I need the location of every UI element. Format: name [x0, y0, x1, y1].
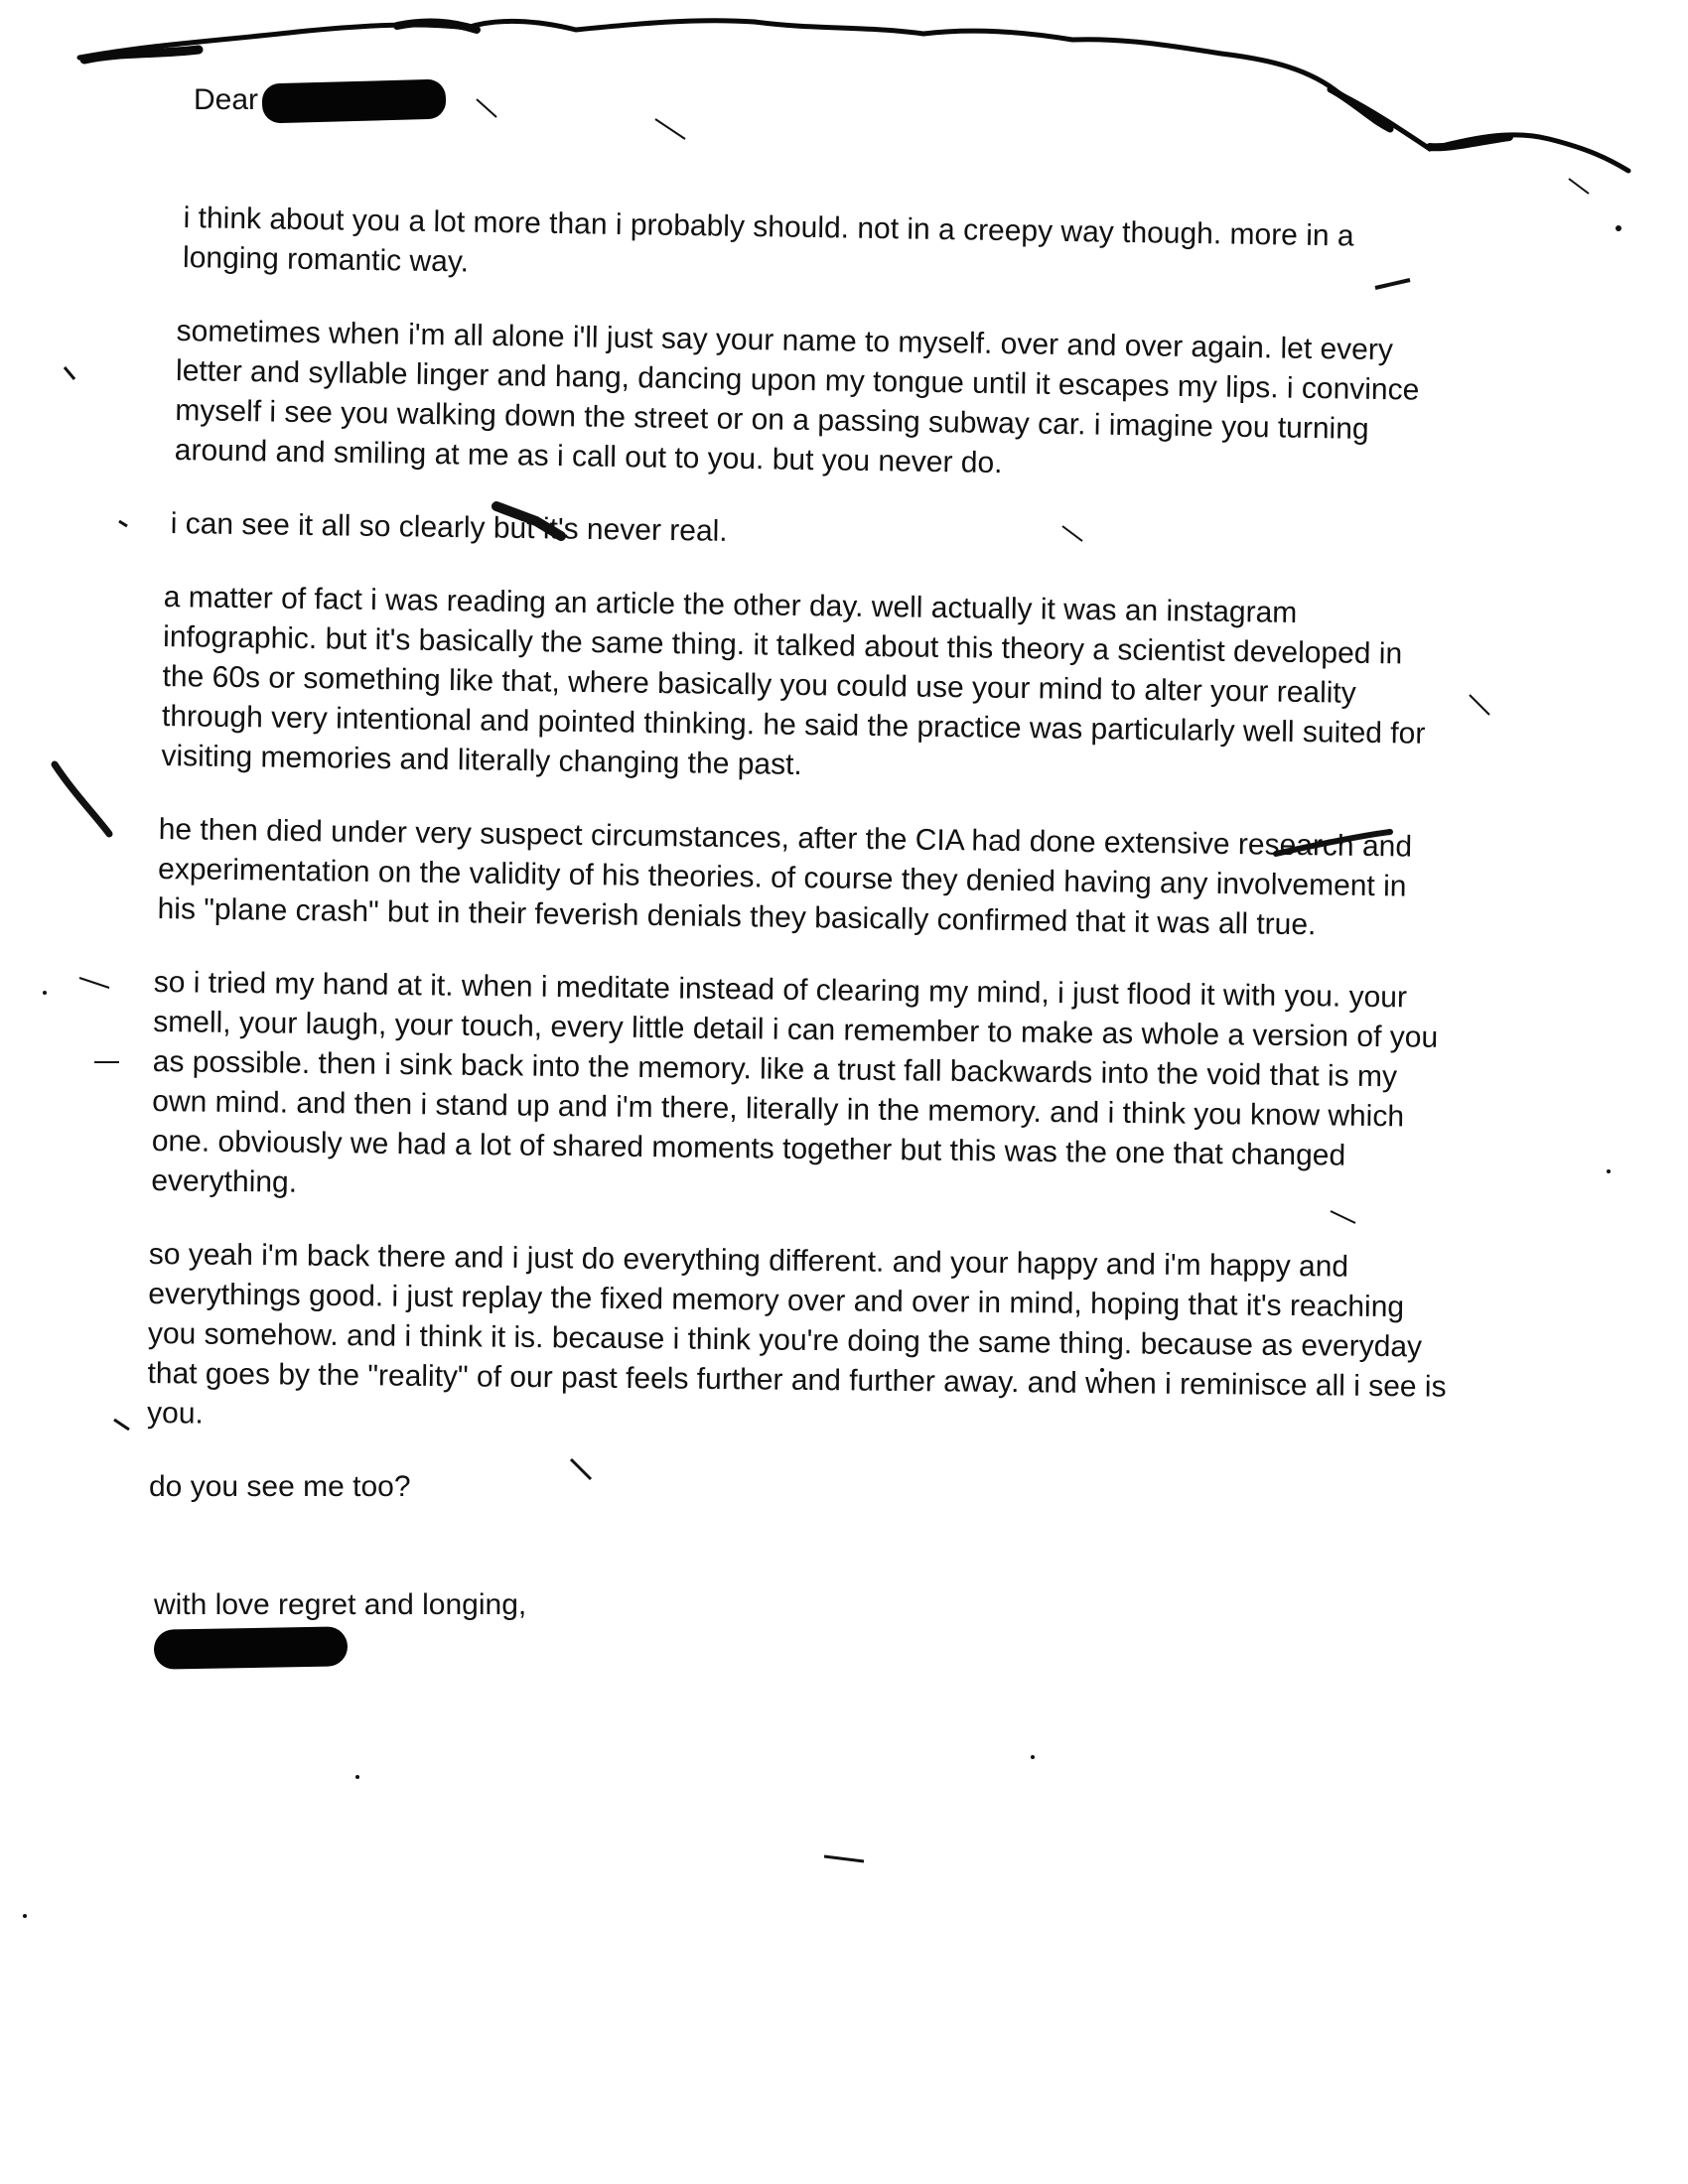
paragraph: i think about you a lot more than i probably should. not in a creepy way though. more in a longing romantic way. — [182, 201, 1354, 279]
redacted-recipient-name — [262, 79, 447, 124]
greeting — [194, 81, 446, 121]
paragraph: sometimes when i'm all alone i'll just say your name to myself. over and over again. let every letter and syllable linger and hang, dancing upon my tongue until it escapes my lips. i convince myself i see you walking down the street or on a passing subway car. i imagine you turning around and smiling at me as i call out to you. but you never do. — [174, 314, 1420, 480]
greeting-word: Dear — [194, 82, 259, 116]
paragraph: so i tried my hand at it. when i meditate instead of clearing my mind, i just flood it with you. your smell, your laugh, your touch, every little detail i can remember to make as whole a version of you as possible. then i sink back into the memory. like a trust fall backwards into the void that is my own mind. and then i stand up and i'm there, literally in the memory. and i think you know which one. obviously we had a lot of shared moments together but this was the one that changed everything. — [151, 965, 1439, 1199]
paragraph: so yeah i'm back there and i just do everything different. and your happy and i'm happy and everythings good. i just replay the fixed memory over and over in mind, hoping that it's reaching you somehow. and i think it is. because i think you're doing the same thing. because as everyday that goes by the "reality" of our past feels further and further away. and when i reminisce all i see is you. — [146, 1237, 1447, 1431]
paragraph-question: do you see me too? — [149, 1470, 411, 1503]
paragraph: he then died under very suspect circumstances, after the CIA had done extensive research and experimentation on the validity of his theories. of course they denied having any involvement in his "plane crash" but in their feverish denials they basically confirmed that it was all true. — [157, 812, 1413, 942]
paragraph: a matter of fact i was reading an article the other day. well actually it was an instagram infographic. but it's basically the same thing. it talked about this theory a scientist developed in the 60s or something like that, where basically you could use your mind to alter your reality through very intentional and pointed thinking. he said the practice was particularly well suited for visiting memories and literally changing the past. — [161, 580, 1426, 781]
paragraph: i can see it all so clearly but it's never real. — [170, 506, 728, 548]
redacted-signature — [154, 1626, 349, 1669]
signoff: with love regret and longing, — [154, 1588, 527, 1621]
letter-body — [146, 199, 1450, 1541]
